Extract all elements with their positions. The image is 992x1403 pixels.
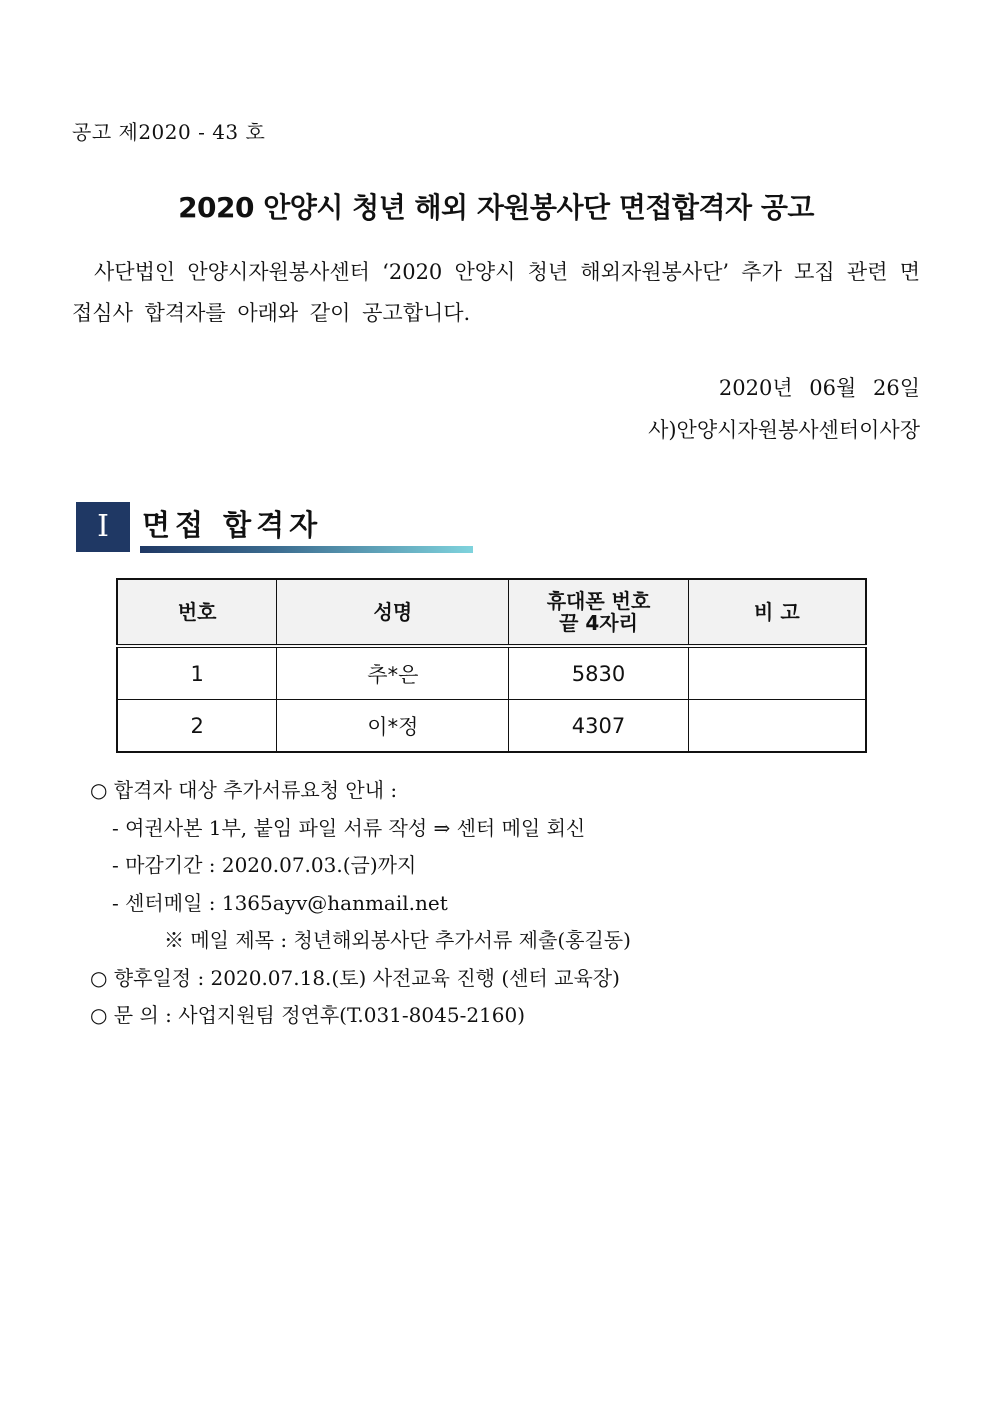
notice-number: 공고 제2020 - 43 호 [72,120,266,144]
header-phone-line1: 휴대폰 번호 [546,589,651,613]
info-list [90,772,631,1035]
document-title: 2020 안양시 청년 해외 자원봉사단 면접합격자 공고 [178,191,814,224]
cell-no: 2 [117,700,277,753]
info-contact: ○ 문 의 : 사업지원팀 정연후(T.031-8045-2160) [90,1003,526,1027]
table-row [117,700,866,753]
table-header-row [117,579,866,646]
results-table [116,578,867,753]
info-documents-request: ○ 합격자 대상 추가서류요청 안내 : [90,778,398,802]
cell-note [688,700,866,753]
section-title: 면접 합격자 [142,508,323,542]
cell-no: 1 [117,646,277,700]
info-deadline: - 마감기간 : 2020.07.03.(금)까지 [112,853,417,877]
cell-name: 이*정 [277,700,509,753]
info-center-email: - 센터메일 : 1365ayv@hanmail.net [112,890,448,915]
cell-name: 추*은 [277,646,509,700]
header-note: 비 고 [688,579,866,646]
section-underline-bar [140,546,473,553]
cell-phone: 5830 [509,646,688,700]
cell-phone: 4307 [509,700,688,753]
table-row [117,646,866,700]
info-mail-subject-note: ※ 메일 제목 : 청년해외봉사단 추가서류 제출(홍길동) [164,928,631,952]
header-phone-line2: 끝 4자리 [559,611,638,635]
info-passport-item: - 여권사본 1부, 붙임 파일 서류 작성 ⇒ 센터 메일 회신 [112,815,586,840]
cell-note [688,646,866,700]
header-no: 번호 [117,579,277,646]
header-phone [509,579,688,646]
intro-paragraph: 사단법인 안양시자원봉사센터 ‘2020 안양시 청년 해외자원봉사단’ 추가 모집 관련 면접심사 합격자를 아래와 같이 공고합니다. [72,260,920,325]
section-number-badge: Ⅰ [76,502,130,552]
info-schedule: ○ 향후일정 : 2020.07.18.(토) 사전교육 진행 (센터 교육장) [90,965,620,990]
header-name: 성명 [277,579,509,646]
announcement-date: 2020년 06월 26일 [718,376,920,400]
signer: 사)안양시자원봉사센터이사장 [648,418,920,442]
